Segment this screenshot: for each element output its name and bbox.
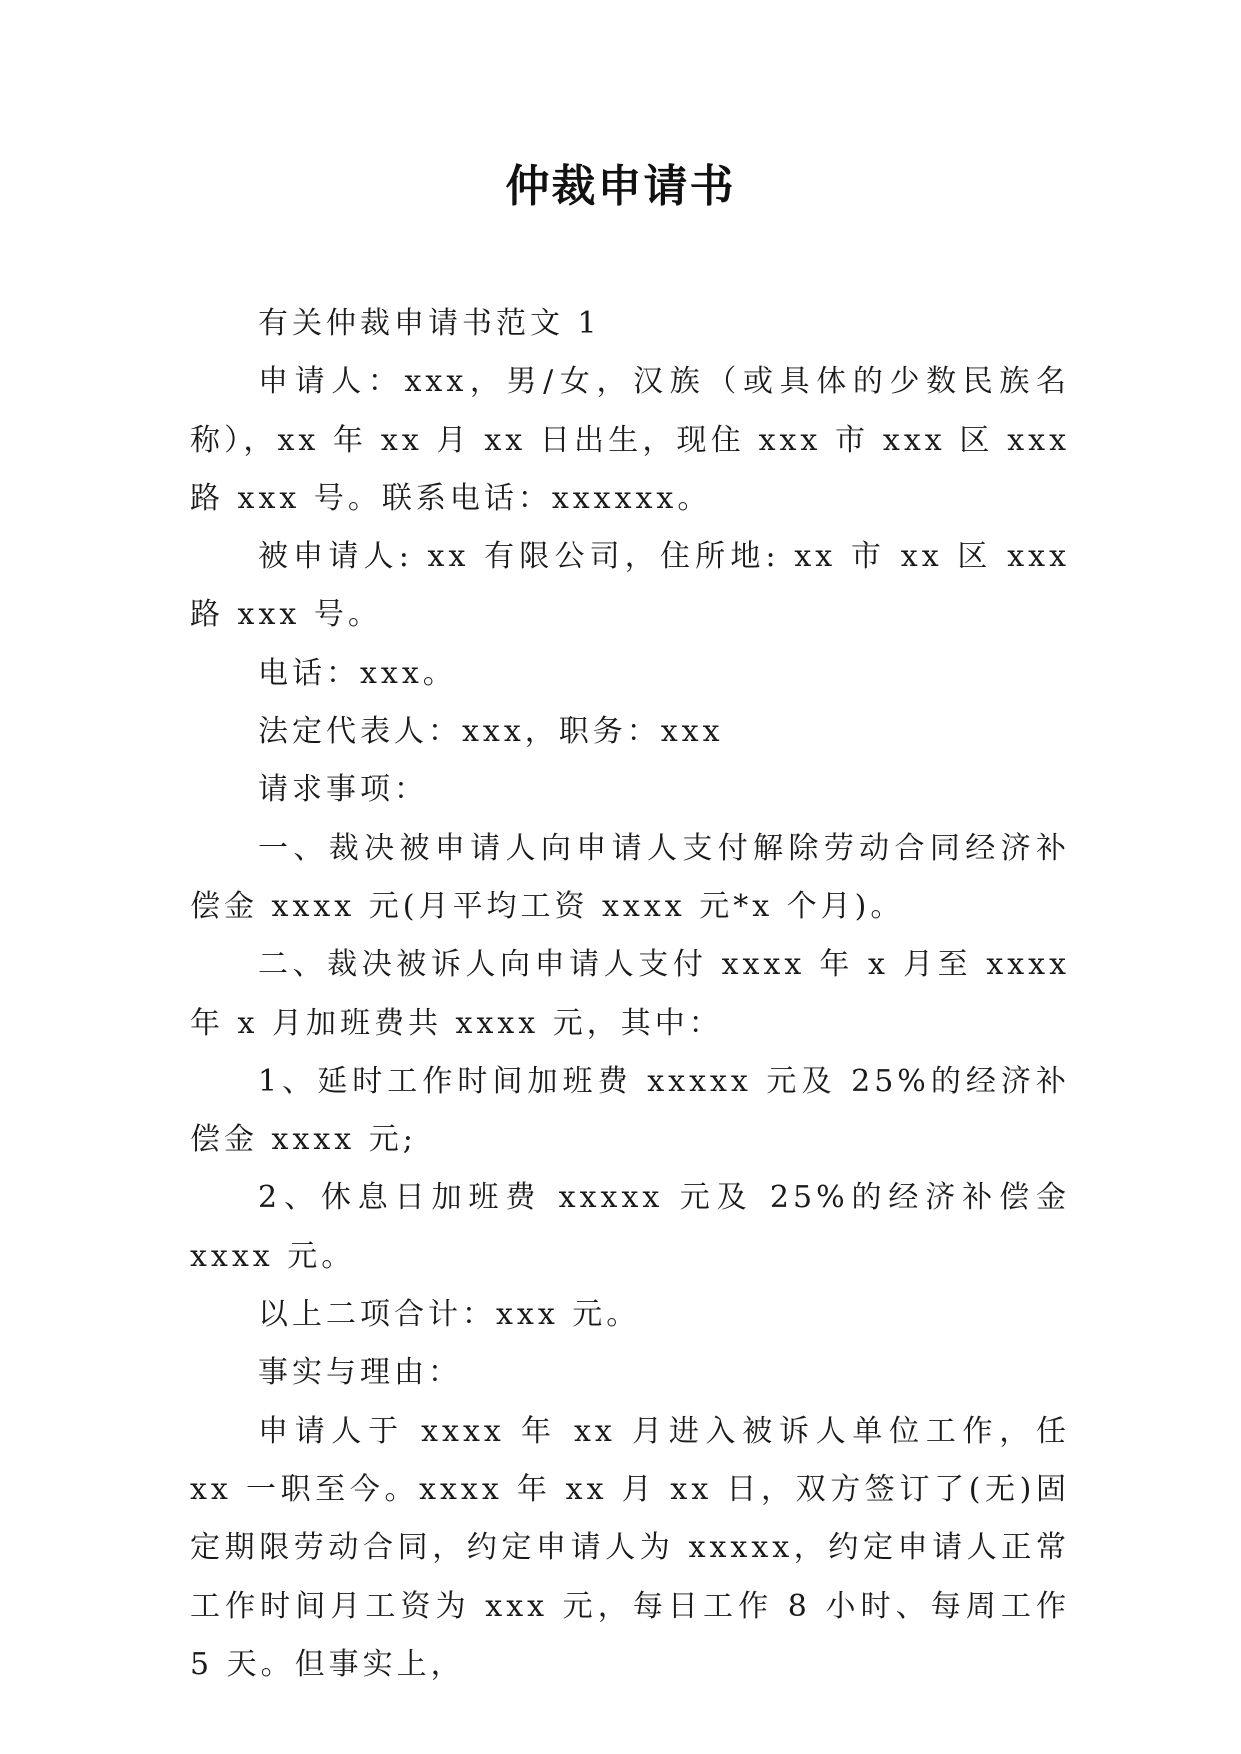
respondent-phone: 电话：xxx。 (258, 655, 457, 691)
facts-paragraph: 申请人于 xxxx 年 xx 月进入被诉人单位工作，任 xx 一职至今。xxxx 年 xx 月 xx 日，双方签订了(无)固定期限劳动合同，约定申请人为 xxxxx，约定申请人正常工作时间月工资为 xxx 元，每日工作 8 小时、每周工作 5 天。但事实上， (190, 1413, 1070, 1682)
claim-item-1: 一、裁决被申请人向申请人支付解除劳动合同经济补偿金 xxxx 元(月平均工资 xxxx 元*x 个月)。 (190, 830, 1070, 924)
document-body (190, 295, 1070, 1694)
claims-total: 以上二项合计：xxx 元。 (258, 1297, 641, 1333)
document-title: 仲裁申请书 (505, 161, 736, 212)
legal-representative: 法定代表人：xxx，职务：xxx (258, 714, 724, 750)
section-heading: 有关仲裁申请书范文 1 (258, 306, 601, 341)
facts-heading: 事实与理由： (258, 1355, 462, 1391)
respondent-paragraph: 被申请人: xx 有限公司，住所地: xx 市 xx 区 xxx 路 xxx 号。 (190, 539, 1070, 633)
claims-heading: 请求事项： (258, 772, 428, 808)
claim-item-2: 二、裁决被诉人向申请人支付 xxxx 年 x 月至 xxxx 年 x 月加班费共 xxxx 元，其中： (190, 947, 1070, 1041)
applicant-paragraph: 申请人：xxx，男/女，汉族（或具体的少数民族名称），xx 年 xx 月 xx 日出生，现住 xxx 市 xxx 区 xxx 路 xxx 号。联系电话：xxxxxx。 (190, 364, 1070, 516)
claim-subitem-2: 2、休息日加班费 xxxxx 元及 25%的经济补偿金 xxxx 元。 (190, 1180, 1070, 1274)
claim-subitem-1: 1、延时工作时间加班费 xxxxx 元及 25%的经济补偿金 xxxx 元; (190, 1063, 1070, 1158)
